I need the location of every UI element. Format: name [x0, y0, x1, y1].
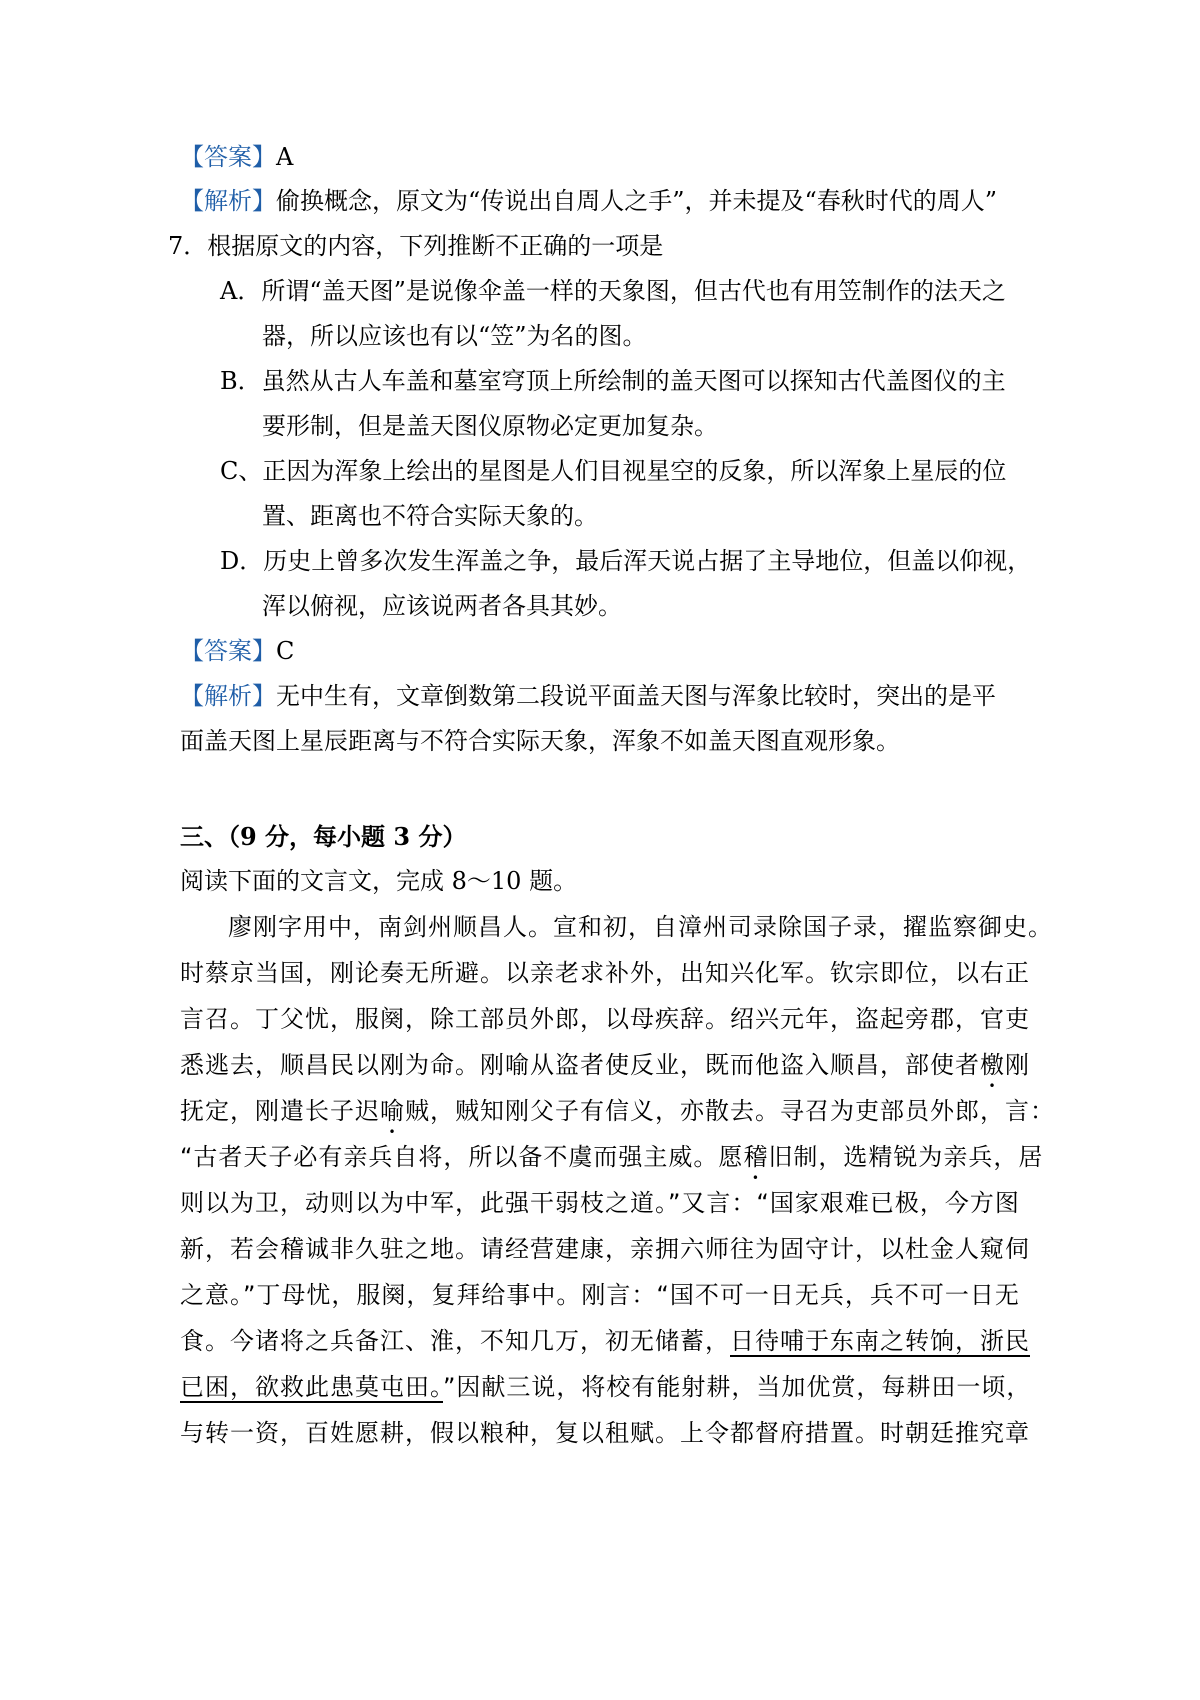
answer-value: C [276, 637, 295, 665]
passage-line-2: 时蔡京当国，刚论奏无所避。以亲老求补外，出知兴化军。钦宗即位，以右正 [180, 959, 1030, 987]
q7-analysis-line2: 面盖天图上星辰距离与不符合实际天象，浑象不如盖天图直观形象。 [180, 727, 900, 755]
passage-line-3: 言召。丁父忧，服阕，除工部员外郎，以母疾辞。绍兴元年，盗起旁郡，官吏 [180, 1005, 1030, 1033]
passage-text: ”因献三说，将校有能射耕，当加优赏，每耕田一顷， [443, 1373, 1032, 1401]
emphasized-char: 稽 [743, 1143, 769, 1171]
underlined-sentence: 日待哺于东南之转饷，浙民 [730, 1327, 1030, 1355]
q7-option-a-line1: A．所谓“盖天图”是说像伞盖一样的天象图，但古代也有用笠制作的法天之 [220, 277, 1006, 305]
passage-line-11 [180, 1370, 1040, 1404]
passage-line-8: 新，若会稽诚非久驻之地。请经营建康，亲拥六师往为固守计，以杜金人窥伺 [180, 1235, 1030, 1263]
analysis-tag: 【解析】 [180, 682, 276, 710]
q7-option-c-line1: C、正因为浑象上绘出的星图是人们目视星空的反象，所以浑象上星辰的位 [220, 457, 1007, 485]
emphasized-char: 喻 [380, 1097, 405, 1125]
q7-analysis-line1 [180, 679, 1040, 713]
passage-text: 抚定，刚遣长子迟 [180, 1097, 380, 1125]
q6-analysis-line [180, 184, 1040, 218]
q7-option-c-line2: 置、距离也不符合实际天象的。 [262, 502, 598, 530]
passage-line-7: 则以为卫，动则以为中军，此强干弱枝之道。”又言：“国家艰难已极，今方图 [180, 1189, 1020, 1217]
passage-text: 旧制，选精锐为亲兵，居 [768, 1143, 1044, 1171]
answer-tag: 【答案】 [180, 637, 276, 665]
q7-answer-line [180, 634, 1040, 668]
passage-text: 贼，贼知刚父子有信义，亦散去。寻召为吏部员外郎，言： [405, 1097, 1055, 1125]
answer-tag: 【答案】 [180, 143, 276, 171]
analysis-tag: 【解析】 [180, 187, 276, 215]
passage-line-12: 与转一资，百姓愿耕，假以粮种，复以租赋。上令都督府措置。时朝廷推究章 [180, 1419, 1030, 1447]
q6-answer-line [180, 140, 1040, 174]
passage-text: 悉逃去，顺昌民以刚为命。刚喻从盗者使反业，既而他盗入顺昌，部使者 [180, 1051, 980, 1079]
answer-value: A [276, 143, 294, 171]
q7-stem: 7．根据原文的内容，下列推断不正确的一项是 [168, 232, 664, 260]
passage-line-1: 廖刚字用中，南剑州顺昌人。宣和初，自漳州司录除国子录，擢监察御史。 [228, 913, 1053, 941]
q7-option-b-line2: 要形制，但是盖天图仪原物必定更加复杂。 [262, 412, 718, 440]
analysis-text: 偷换概念，原文为“传说出自周人之手”，并未提及“春秋时代的周人” [276, 187, 998, 215]
passage-line-4 [180, 1048, 1040, 1093]
passage-text: 刚 [1005, 1051, 1030, 1079]
section-title: 三、（9 分，每小题 3 分） [180, 822, 467, 851]
passage-line-9: 之意。”丁母忧，服阕，复拜给事中。刚言：“国不可一日无兵，兵不可一日无 [180, 1281, 1020, 1309]
q7-option-b-line1: B．虽然从古人车盖和墓室穹顶上所绘制的盖天图可以探知古代盖图仪的主 [220, 367, 1006, 395]
passage-line-5 [180, 1094, 1055, 1139]
emphasized-char: 檄 [980, 1051, 1005, 1079]
q7-option-d-line1: D．历史上曾多次发生浑盖之争，最后浑天说占据了主导地位，但盖以仰视， [220, 547, 1032, 575]
underlined-sentence: 已困，欲救此患莫屯田。 [180, 1373, 443, 1401]
analysis-text: 无中生有，文章倒数第二段说平面盖天图与浑象比较时，突出的是平 [276, 682, 996, 710]
q7-option-a-line2: 器，所以应该也有以“笠”为名的图。 [262, 322, 647, 350]
passage-text: 食。今诸将之兵备江、淮，不知几万，初无储蓄， [180, 1327, 730, 1355]
passage-line-6 [180, 1140, 1044, 1185]
section-instruction: 阅读下面的文言文，完成 8～10 题。 [180, 867, 578, 895]
q7-option-d-line2: 浑以俯视，应该说两者各具其妙。 [262, 592, 622, 620]
passage-text: “古者天子必有亲兵自将，所以备不虞而强主威。愿 [180, 1143, 744, 1171]
passage-line-10 [180, 1324, 1040, 1358]
